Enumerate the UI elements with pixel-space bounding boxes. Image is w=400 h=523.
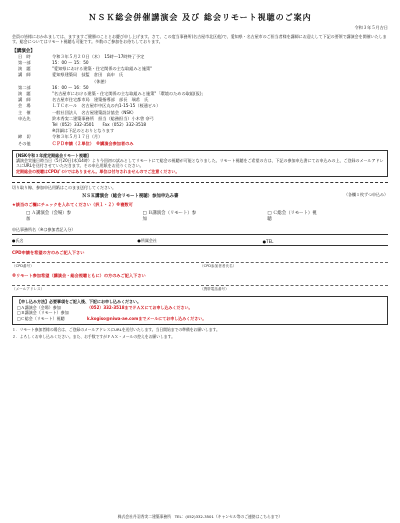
apply-heading: 【申し込み方法】必要事項をご記入後、下記にお申し込みください。	[17, 299, 141, 305]
detail-row: 演 題 "名古屋市における建築・住宅関係の主な取組みと施策"「環境のための取組(仮)」	[18, 91, 206, 97]
detail-row: 講 師 愛知県建築局 技監 倉田 高申 氏	[18, 72, 124, 78]
detail-row: 講 師 名古屋市住宅都市局 建築指導部 部長 瑞希 氏	[18, 97, 149, 103]
intro-text: 会員の皆様におかれましては、ますますご健勝のこととお慶び申し上げます。さて、この度当事務所(名古屋市北区他)で、愛知県・名古屋市のご担当者様を講師にお迎えして下記の要領で講演会を開催いたします。総会についてはリモート視聴も可能です。多数のご参加をお待ちしております。	[12, 34, 387, 45]
form-note: （各欄１枚ずつ申込み）	[344, 192, 388, 198]
attendee-row	[12, 235, 388, 246]
detail-row: 日 時 令和３年５月２０日（木） 15時～17時終了予定	[18, 53, 145, 59]
cpd-captions: （CPD番号） （CPD参加者者氏名）	[12, 264, 237, 269]
lecture-details	[12, 54, 388, 147]
name-field[interactable]: ●氏名	[12, 238, 24, 244]
detail-row: 第一部 15：00 ～ 15：50	[18, 60, 89, 66]
remote-box-heading: [NSK令和３年度定期総会リモート視聴]	[16, 152, 89, 158]
lecture-heading: 【講演会】	[12, 48, 35, 54]
apply-line: □Ａ講演会（会場）参加 （052）332-3518までＦＡＸにてお申し込みください。	[17, 304, 193, 310]
note-2: ２．よろしくお申し込みください。また、お手数ですがＦＡＸ・メールの控えをお願いします。	[12, 333, 175, 339]
detail-row: 締 切 令和３年５月１７日（月）	[18, 134, 103, 140]
cut-note: 切り取り線、参加申込用紙はこのまま送付してください。	[12, 185, 116, 191]
note-1: １．リモート参加者様の場合は、ご登録のメールアドレスにURLを送付いたします。当日開始までの準備をお願いします。	[12, 326, 220, 332]
company-field[interactable]: 申込事務所名（※は参加者記入分）	[12, 224, 388, 235]
option-b-checkbox[interactable]: □ Ｂ講演会（リモート）参加	[142, 211, 197, 223]
footer-contact: 株式会社丹羽秀実二建築事務所 TEL：(052)332-3501（キャンセル等のご連絡はこちらまで）	[117, 514, 283, 519]
form-header	[12, 192, 388, 199]
apply-line: □Ｂ講演会（リモート）参加	[17, 310, 69, 316]
detail-row: 演 題 "愛知県における建築・住宅関係の主な取組みと施策"	[18, 66, 153, 72]
choose-label: ★該当のご欄にチェックを入れてください（択１・２）※複数可	[12, 202, 133, 208]
detail-row: その他 ＣＰＤ申請（２単位） ※講演会参加者のみ	[18, 140, 134, 146]
detail-row: ※詳細は下記のとおりとなります	[52, 128, 115, 134]
issue-date: 令和３年５月吉日	[354, 25, 388, 30]
detail-row: 会 場 ＬＴＣホール 名古屋市中区丸の内1-15-15（桜通ビル）	[18, 103, 161, 109]
detail-row: （休憩）	[92, 78, 109, 84]
option-c-checkbox[interactable]: □ Ｃ総会（リモート）視聴	[267, 211, 317, 223]
cut-line	[12, 182, 388, 183]
remote-viewing-box	[12, 150, 388, 177]
detail-row: 第二部 16：00 ～ 16：50	[18, 84, 89, 90]
detail-row: 申込先 鈴木秀実二建築事務所 担当（総務担当）小木曽 奈弓	[18, 115, 154, 121]
option-row	[12, 210, 388, 222]
cpd-label: CPD申請を希望の方のみご記入下さい	[12, 250, 85, 256]
apply-method-box	[12, 296, 388, 324]
detail-row: Tel（052）332-3501 Fax（052）332-3518	[52, 122, 147, 128]
remote-box-alert: 定期総会の視聴はCPDﾎﾟｲﾝﾄではありません。単位は付与されませんのでご注意ください。	[16, 168, 180, 174]
tel-field[interactable]: ●TEL	[262, 239, 274, 245]
page-title: ＮＳＫ総会併催講演会 及び 総会リモート視聴のご案内	[88, 13, 312, 22]
option-a-checkbox[interactable]: □ Ａ講演会（会場）参加	[26, 211, 72, 223]
remote-label: ※リモート参加希望（講演会・総会視聴ともに）の方のみご記入下さい	[12, 273, 146, 279]
remote-captions: （メールアドレス） （携帯電話番号）	[12, 287, 229, 292]
org-field[interactable]: ●所属会社	[137, 238, 157, 244]
form-title: ＮＳＫ講演会（総会リモート視聴）参加申込み書	[82, 194, 179, 200]
remote-box-body: 講演会実施日時当日（5月20日(木)14時）より今回初の試みとしてリモートにて総会の視聴が可能となりました。リモート視聴をご希望の方は、下記の参加申込書にてお申込みの上、ご登録のメールアドレスにURLを送付させていただきます。その申込用紙をお送りください。	[16, 158, 384, 169]
detail-row: 主 催 一般社団法人 名古屋建築設計協会（NSK）	[18, 109, 136, 115]
apply-line: □Ｃ総会（リモート）視聴 k.kogiso@niwa-ae.comまでメールにてお申し込みください。	[17, 316, 207, 322]
